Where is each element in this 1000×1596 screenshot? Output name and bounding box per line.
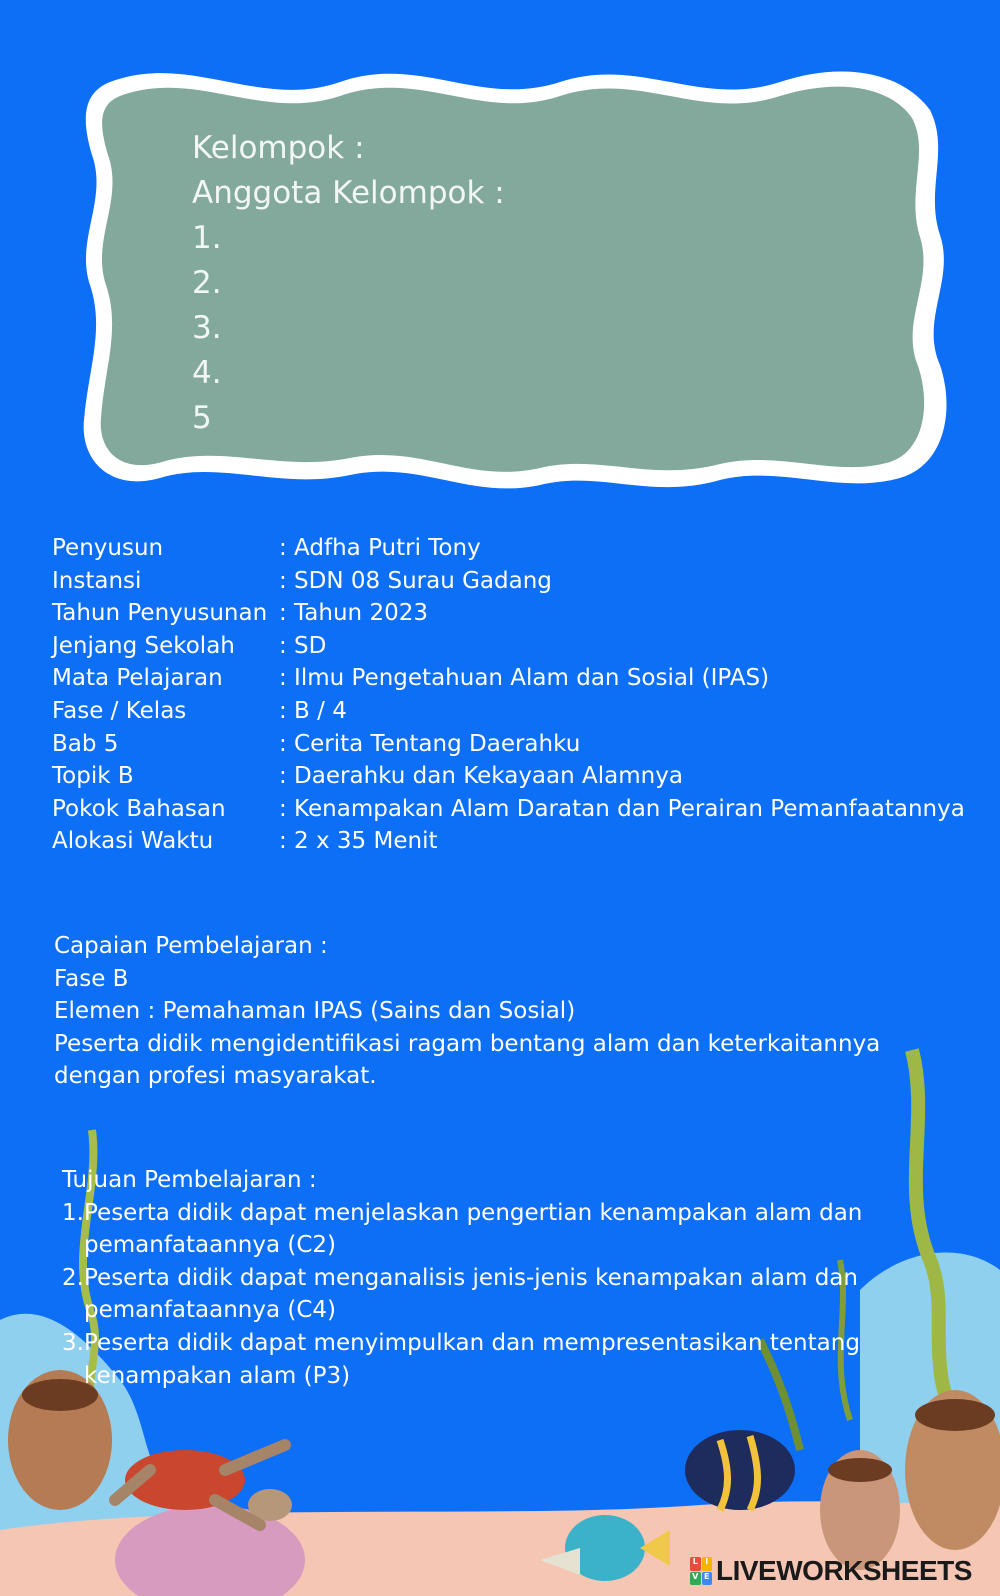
tujuan-list (62, 1197, 982, 1393)
capaian-elemen: Elemen : Pemahaman IPAS (Sains dan Sosial) (54, 998, 576, 1025)
member-slot: 1. (192, 220, 222, 256)
info-label: Mata Pelajaran (52, 665, 223, 692)
list-item (62, 1327, 982, 1392)
logo-mark-icon (690, 1557, 712, 1585)
info-value: : Kenampakan Alam Daratan dan Perairan Pemanfaatannya (279, 795, 965, 822)
list-text: Peserta didik dapat menjelaskan pengertian kenampakan alam dan pemanfataannya (C2) (84, 1199, 863, 1259)
logo-text: LIVEWORKSHEETS (716, 1555, 972, 1586)
info-value: : Adfha Putri Tony (279, 535, 481, 561)
info-value: : Daerahku dan Kekayaan Alamnya (279, 763, 683, 790)
list-number: 3. (62, 1329, 84, 1356)
member-slot: 3. (192, 310, 222, 346)
info-value: : SDN 08 Surau Gadang (279, 567, 552, 594)
info-value: : B / 4 (279, 697, 347, 724)
logo-mark-letter: L (690, 1557, 701, 1571)
info-label: Instansi (52, 567, 142, 594)
capaian-title: Capaian Pembelajaran : (54, 933, 328, 959)
group-card-text (192, 126, 505, 441)
member-slot: 4. (192, 355, 222, 391)
info-label: Tahun Penyusunan (52, 600, 268, 627)
capaian-section (54, 930, 944, 1093)
list-text: Peserta didik dapat menganalisis jenis-jenis kenampakan alam dan pemanfataannya (C4) (84, 1264, 858, 1324)
info-label: Jenjang Sekolah (52, 632, 235, 659)
info-value: : Cerita Tentang Daerahku (279, 730, 581, 757)
logo-mark-letter: I (702, 1557, 713, 1571)
info-label: Pokok Bahasan (52, 795, 226, 822)
members-label: Anggota Kelompok : (192, 175, 505, 211)
info-label: Penyusun (52, 535, 164, 561)
info-label: Bab 5 (52, 730, 119, 757)
list-text: Peserta didik dapat menyimpulkan dan mempresentasikan tentang kenampakan alam (P3) (84, 1329, 860, 1389)
liveworksheets-logo[interactable] (690, 1553, 972, 1589)
list-number: 1. (62, 1199, 84, 1226)
info-value: : SD (279, 632, 327, 659)
list-item (62, 1262, 982, 1327)
member-slot: 2. (192, 265, 222, 301)
list-number: 2. (62, 1264, 84, 1291)
capaian-description: Peserta didik mengidentifikasi ragam bentang alam dan keterkaitannya dengan profesi masyarakat. (54, 1030, 881, 1090)
info-label: Fase / Kelas (52, 697, 187, 724)
tujuan-title: Tujuan Pembelajaran : (62, 1167, 317, 1193)
tujuan-section (62, 1164, 982, 1392)
logo-mark-letter: V (690, 1572, 701, 1586)
member-slot: 5 (192, 400, 212, 436)
info-label: Topik B (52, 763, 134, 790)
info-value: : Ilmu Pengetahuan Alam dan Sosial (IPAS) (279, 665, 770, 692)
info-value: : Tahun 2023 (279, 600, 428, 627)
group-label: Kelompok : (192, 130, 365, 166)
logo-mark-letter: E (702, 1572, 713, 1586)
info-label: Alokasi Waktu (52, 828, 214, 855)
list-item (62, 1197, 982, 1262)
capaian-fase: Fase B (54, 965, 129, 992)
info-value: : 2 x 35 Menit (279, 828, 438, 855)
